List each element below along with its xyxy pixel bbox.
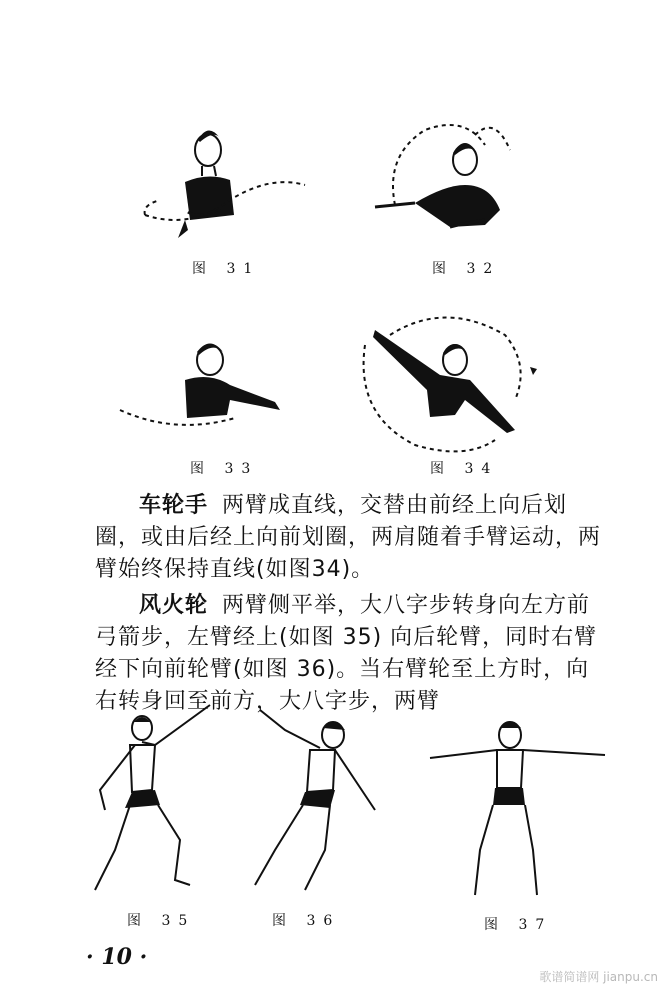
watermark: 歌谱简谱网 jianpu.cn [539,970,658,984]
figure-36-illustration [235,700,395,900]
figure-34-illustration [355,305,545,455]
figure-33-illustration [115,330,295,440]
figure-32-illustration [365,115,525,245]
figure-31-illustration [130,120,320,250]
paragraph-chelunshou-body: 两臂成直线，交替由前经上向后划圈，或由后经上向前划圈，两肩随着手臂运动，两臂始终保持直线(如图34)。 [95,493,602,582]
figure-35-caption: 图 35 [127,913,196,929]
figure-34-caption: 图 34 [430,461,499,477]
figure-36-caption: 图 36 [272,913,341,929]
figure-32-caption: 图 32 [432,261,501,277]
figure-35-illustration [80,700,230,900]
term-chelunshou: 车轮手 [139,493,209,518]
paragraph-fenghuolun-body: 两臂侧平举，大八字步转身向左方前弓箭步，左臂经上(如图 35) 向后轮臂，同时右臂经下向前轮臂(如图 36)。当右臂轮至上方时，向右转身回至前方，大八字步，两臂 [95,593,598,714]
paragraph-fenghuolun [95,590,610,718]
paragraph-chelunshou [95,490,610,586]
figure-31-caption: 图 31 [192,261,261,277]
figure-33-caption: 图 33 [190,461,259,477]
figure-37-caption: 图 37 [484,917,553,933]
page-number: · 10 · [86,944,148,970]
figure-37-illustration [425,710,615,900]
term-fenghuolun: 风火轮 [139,593,209,618]
